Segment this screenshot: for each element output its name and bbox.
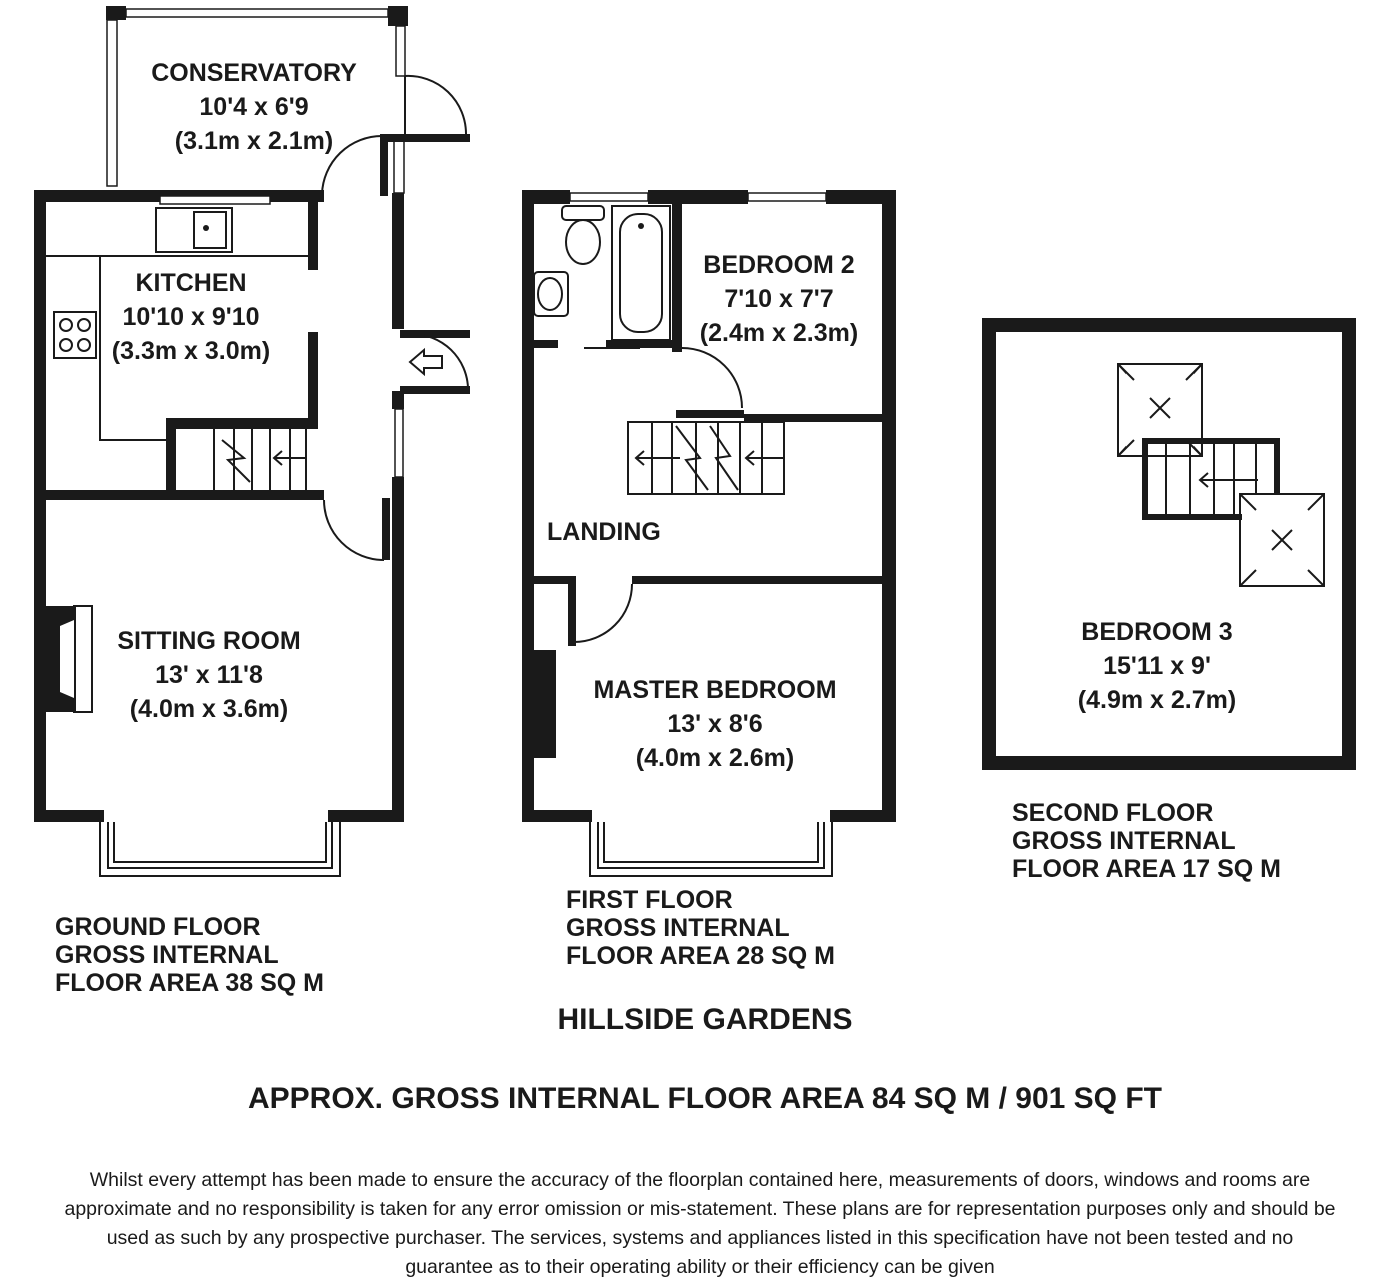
room-name: KITCHEN bbox=[135, 269, 247, 297]
room-label-master-bedroom bbox=[593, 676, 836, 772]
room-name: LANDING bbox=[547, 518, 661, 546]
room-size-imperial: 10'4 x 6'9 bbox=[199, 93, 309, 121]
first-stairs bbox=[628, 422, 784, 494]
room-size-metric: (4.9m x 2.7m) bbox=[1077, 686, 1237, 714]
chimney-breast-icon bbox=[534, 650, 556, 758]
disclaimer-line: guarantee as to their operating ability or their efficiency can be given bbox=[405, 1256, 995, 1278]
skylight-icon bbox=[1240, 494, 1324, 586]
room-name: MASTER BEDROOM bbox=[593, 676, 837, 704]
floor-area-value: FLOOR AREA 38 SQ M bbox=[55, 969, 325, 997]
room-size-metric: (4.0m x 3.6m) bbox=[129, 695, 289, 723]
kitchen-window bbox=[160, 196, 270, 204]
hob-icon bbox=[54, 312, 96, 358]
room-label-landing bbox=[547, 518, 661, 546]
first-floor-area-label bbox=[566, 886, 835, 970]
room-label-sitting-room bbox=[117, 627, 300, 723]
property-name: HILLSIDE GARDENS bbox=[557, 1003, 853, 1036]
ground-stairs bbox=[176, 428, 318, 490]
room-name: BEDROOM 2 bbox=[703, 251, 855, 279]
room-size-metric: (3.3m x 3.0m) bbox=[111, 337, 271, 365]
disclaimer-line: approximate and no responsibility is taken for any error omission or mis-statement. These plans are for representation purposes only and should be bbox=[64, 1198, 1336, 1220]
room-size-metric: (4.0m x 2.6m) bbox=[635, 744, 795, 772]
master-door bbox=[574, 584, 632, 642]
floor-area-value: FLOOR AREA 28 SQ M bbox=[566, 942, 836, 970]
room-size-imperial: 10'10 x 9'10 bbox=[122, 303, 260, 331]
room-name: SITTING ROOM bbox=[117, 627, 301, 655]
room-size-metric: (3.1m x 2.1m) bbox=[174, 127, 334, 155]
sitting-room-bay-window bbox=[100, 822, 340, 876]
room-label-conservatory bbox=[151, 59, 357, 155]
room-name: CONSERVATORY bbox=[151, 59, 357, 87]
basin-icon bbox=[534, 272, 568, 316]
room-size-imperial: 7'10 x 7'7 bbox=[724, 285, 834, 313]
bath-icon bbox=[612, 206, 670, 340]
bathroom-door bbox=[584, 348, 742, 408]
room-label-kitchen bbox=[112, 269, 270, 365]
floor-name: SECOND FLOOR bbox=[1012, 799, 1214, 827]
hall-door bbox=[324, 500, 384, 560]
disclaimer bbox=[0, 1166, 1400, 1282]
room-size-imperial: 15'11 x 9' bbox=[1103, 652, 1211, 680]
disclaimer-line: Whilst every attempt has been made to ensure the accuracy of the floorplan contained here, measurements of doors, windows and rooms are bbox=[89, 1169, 1311, 1191]
room-label-bedroom-3 bbox=[1078, 618, 1236, 714]
floor-name: GROUND FLOOR bbox=[55, 913, 261, 941]
total-floor-area: APPROX. GROSS INTERNAL FLOOR AREA 84 SQ M / 901 SQ FT bbox=[247, 1082, 1163, 1115]
room-size-imperial: 13' x 11'8 bbox=[155, 661, 263, 689]
room-label-bedroom-2 bbox=[700, 251, 858, 347]
room-size-imperial: 13' x 8'6 bbox=[667, 710, 763, 738]
room-size-metric: (2.4m x 2.3m) bbox=[699, 319, 859, 347]
room-name: BEDROOM 3 bbox=[1081, 618, 1233, 646]
floor-name: FIRST FLOOR bbox=[566, 886, 733, 914]
floor-area-caption: GROSS INTERNAL bbox=[566, 914, 790, 942]
floor-area-value: FLOOR AREA 17 SQ M bbox=[1012, 855, 1282, 883]
entrance-arrow-icon bbox=[410, 334, 468, 388]
floor-area-caption: GROSS INTERNAL bbox=[55, 941, 279, 969]
disclaimer-line: used as such by any prospective purchaser. The services, systems and appliances listed in this specification have not been tested and no bbox=[106, 1227, 1294, 1249]
second-floor-area-label bbox=[1012, 799, 1281, 883]
floor-area-caption: GROSS INTERNAL bbox=[1012, 827, 1236, 855]
ground-floor-area-label bbox=[55, 913, 324, 997]
wc-icon bbox=[562, 206, 604, 264]
master-bay-window bbox=[590, 822, 832, 876]
fireplace-icon bbox=[46, 606, 92, 712]
